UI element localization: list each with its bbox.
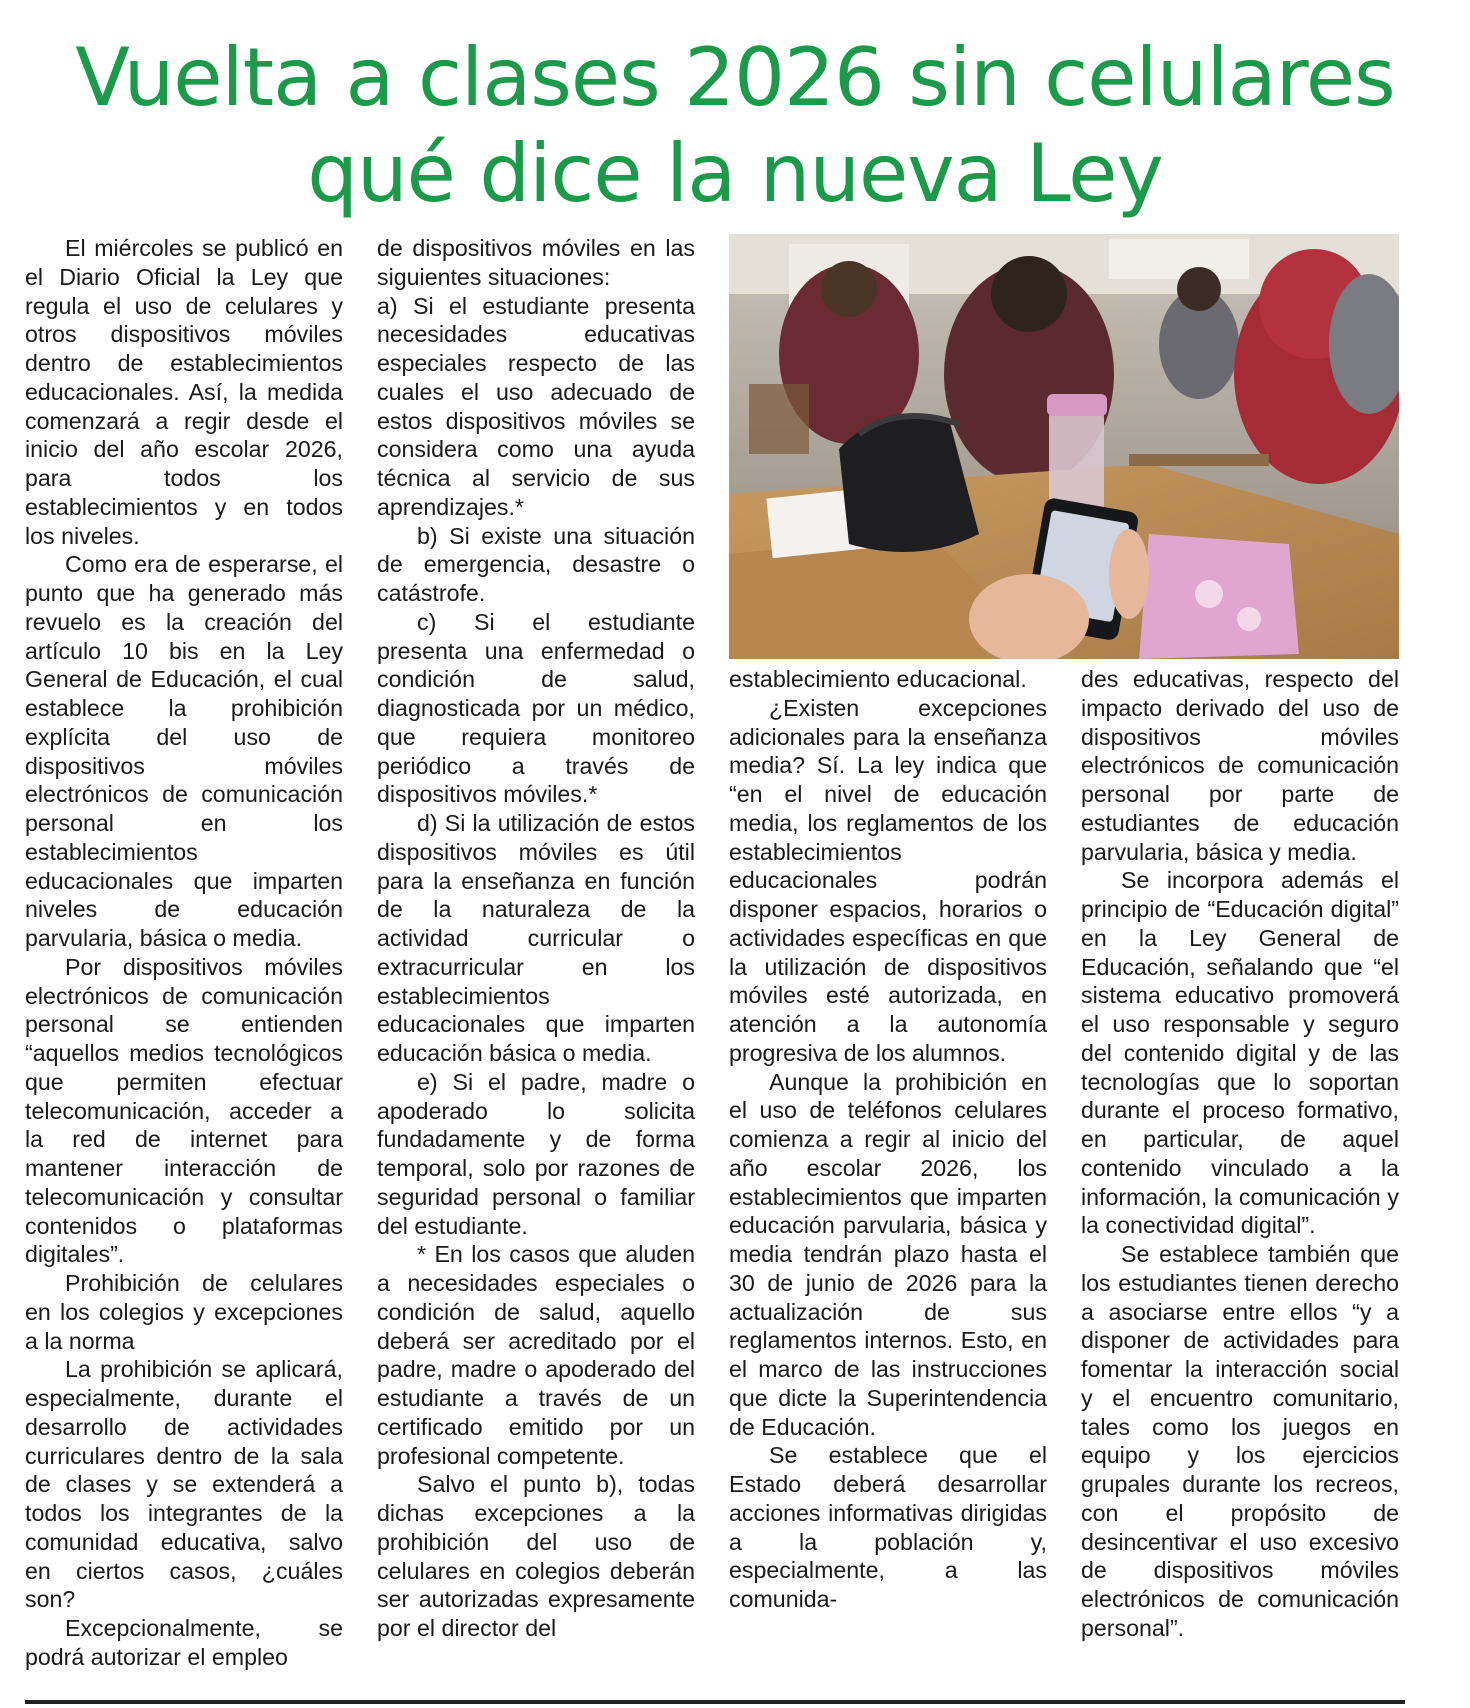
article-column-3	[729, 665, 1047, 1614]
paragraph: Como era de esperarse, el punto que ha generado más revuelo es la creación del artículo 10 bis en la Ley General de Educación, el cual establece la prohibición explícita del uso de dispositivos móviles electrónicos de comunicación personal en los establecimientos educacionales que imparten niveles de educación parvularia, básica o media.	[25, 551, 343, 951]
article-column-4	[1081, 665, 1399, 1643]
paragraph: Se establece también que los estudiantes tienen derecho a asociarse entre ellos “y a disponer de actividades para fomentar la interacción social y el encuentro comunitario, tales como los juegos en equipo y los ejercicios grupales durante los recreos, con el propósito de desincentivar el uso excesivo de dispositivos móviles electrónicos de comunicación personal”.	[1081, 1241, 1399, 1641]
list-item: a) Si el estudiante presenta necesidades educativas especiales respecto de las cuales el uso adecuado de estos dispositivos móviles se considera como una ayuda técnica al servicio de sus aprendizajes.*	[377, 292, 695, 520]
paragraph: establecimiento educacional.	[729, 666, 1027, 692]
paragraph: Excepcionalmente, se podrá autorizar el empleo	[25, 1615, 343, 1670]
paragraph: Aunque la prohibición en el uso de teléfonos celulares comienza a regir al inicio del año escolar 2026, los establecimientos que imparten educación parvularia, básica y media tendrán plazo hasta el 30 de junio de 2026 para la actualización de sus reglamentos internos. Esto, en el marco de las instrucciones que dicte la Superintendencia de Educación.	[729, 1068, 1047, 1440]
paragraph: Por dispositivos móviles electrónicos de comunicación personal se entienden “aquellos medios tecnológicos que permiten efectuar telecomunicación, acceder a la red de internet para mantener interacción de telecomunicación y consultar contenidos o plataformas digitales”.	[25, 953, 343, 1268]
paragraph: La prohibición se aplicará, especialmente, durante el desarrollo de actividades curriculares dentro de la sala de clases y se extenderá a todos los integrantes de la comunidad educativa, salvo en ciertos casos, ¿cuáles son?	[25, 1356, 343, 1613]
list-item: e) Si el padre, madre o apoderado lo solicita fundadamente y de forma temporal, solo por razones de seguridad personal o familiar del estudiante.	[377, 1068, 695, 1239]
article-column-1	[25, 234, 343, 1672]
paragraph: des educativas, respecto del impacto derivado del uso de dispositivos móviles electrónicos de comunicación personal por parte de estudiantes de educación parvularia, básica y media.	[1081, 666, 1399, 865]
paragraph: de dispositivos móviles en las siguientes situaciones:	[377, 235, 695, 290]
paragraph: El miércoles se publicó en el Diario Oficial la Ley que regula el uso de celulares y otros dispositivos móviles dentro de establecimientos educacionales. Así, la medida comenzará a regir desde el inicio del año escolar 2026, para todos los establecimientos y en todos los niveles.	[25, 235, 343, 549]
paragraph: ¿Existen excepciones adicionales para la enseñanza media? Sí. La ley indica que “en el nivel de educación media, los reglamentos de los establecimientos educacionales podrán disponer espacios, horarios o actividades específicas en que la utilización de dispositivos móviles esté autorizada, en atención a la autonomía progresiva de los alumnos.	[729, 694, 1047, 1066]
paragraph: Se incorpora además el principio de “Educación digital” en la Ley General de Educación, señalando que “el sistema educativo promoverá el uso responsable y seguro del contenido digital y de las tecnologías que lo soportan durante el proceso formativo, en particular, de aquel contenido vinculado a la información, la comunicación y la conectividad digital”.	[1081, 867, 1399, 1239]
classroom-photo	[729, 234, 1399, 659]
headline-line-1: Vuelta a clases 2026 sin celulares	[75, 31, 1395, 124]
footnote: * En los casos que aluden a necesidades especiales o condición de salud, aquello deberá ser acreditado por el padre, madre o apoderado del estudiante a través de un certificado emitido por un profesional competente.	[377, 1241, 695, 1469]
headline-line-2: qué dice la nueva Ley	[307, 127, 1163, 220]
list-item: b) Si existe una situación de emergencia, desastre o catástrofe.	[377, 522, 695, 606]
subheading: Prohibición de celulares en los colegios y excepciones a la norma	[25, 1270, 343, 1354]
list-item: d) Si la utilización de estos dispositivos móviles es útil para la enseñanza en función de la naturaleza de la actividad curricular o extracurricular en los establecimientos educacionales que imparten educación básica o media.	[377, 810, 695, 1066]
paragraph: Se establece que el Estado deberá desarrollar acciones informativas dirigidas a la población y, especialmente, a las comunida-	[729, 1442, 1047, 1612]
bottom-rule	[25, 1700, 1405, 1704]
headline	[0, 30, 1470, 222]
paragraph: Salvo el punto b), todas dichas excepciones a la prohibición del uso de celulares en colegios deberán ser autorizadas expresamente por el director del	[377, 1471, 695, 1641]
list-item: c) Si el estudiante presenta una enfermedad o condición de salud, diagnosticada por un médico, que requiera monitoreo periódico a través de dispositivos móviles.*	[377, 608, 695, 808]
article-column-2	[377, 234, 695, 1643]
